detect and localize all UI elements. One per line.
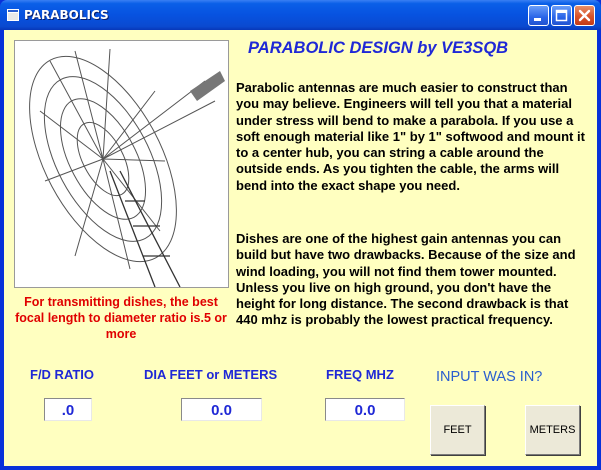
diameter-field[interactable]: 0.0 — [181, 398, 262, 421]
parabolic-dish-antenna-picture — [14, 40, 229, 288]
frequency-field[interactable]: 0.0 — [325, 398, 405, 421]
diameter-label: DIA FEET or METERS — [144, 367, 278, 382]
frequency-label: FREQ MHZ — [326, 367, 394, 382]
input-units-label: INPUT WAS IN? — [436, 369, 543, 385]
title-bar[interactable] — [0, 0, 601, 30]
minimize-icon — [529, 6, 548, 25]
close-button[interactable] — [574, 5, 595, 26]
close-icon — [575, 6, 594, 25]
meters-button[interactable]: METERS — [525, 405, 580, 455]
minimize-button[interactable] — [528, 5, 549, 26]
intro-paragraph: Parabolic antennas are much easier to construct than you may believe. Engineers will tell you that a material under stress will bend to make a parabola. If you use a soft enough material like 1" by 1" softwood and mount it to a center hub, you can string a cable around the outside ends. As you tighten the cable, the arms will bend into the exact shape you need. — [236, 80, 585, 193]
maximize-button[interactable] — [551, 5, 572, 26]
fd-ratio-label: F/D RATIO — [30, 367, 95, 382]
page-heading: PARABOLIC DESIGN by VE3SQB — [248, 39, 509, 57]
focal-length-note: For transmitting dishes, the best focal length to diameter ratio is.5 or more — [15, 295, 227, 341]
maximize-icon — [552, 6, 571, 25]
client-area — [4, 30, 597, 466]
fd-ratio-field[interactable]: .0 — [44, 398, 92, 421]
feet-button[interactable]: FEET — [430, 405, 485, 455]
window-title: PARABOLICS — [24, 8, 109, 22]
window-app-icon — [7, 9, 19, 21]
drawbacks-paragraph: Dishes are one of the highest gain antennas you can build but have two drawbacks. Because of the size and wind loading, you will not find them tower mounted. Unless you live on high ground, you don't have the height for long distance. The second drawback is that 440 mhz is probably the lowest practical frequency. — [236, 231, 576, 328]
